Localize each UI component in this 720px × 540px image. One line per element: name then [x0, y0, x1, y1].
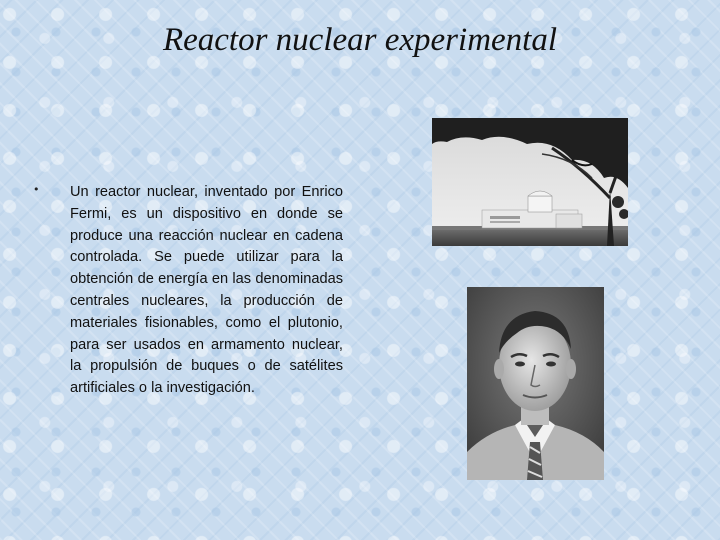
enrico-fermi-portrait — [467, 287, 604, 480]
portrait-image — [467, 287, 604, 480]
reactor-plant-photo — [432, 118, 628, 246]
slide-title: Reactor nuclear experimental — [162, 22, 558, 58]
body-paragraph: Un reactor nuclear, inventado por Enrico Fermi, es un dispositivo en donde se produce una reacción nuclear en cadena controlada. Se puede utilizar para la obtención de energía en las denominadas centrales nucleares, la producción de materiales fisionables, como el plutonio, para ser usados en armamento nuclear, la propulsión de buques o de satélites artificiales o la investigación. — [70, 184, 343, 397]
reactor-plant-image — [432, 118, 628, 246]
bullet-point: • — [33, 183, 40, 196]
